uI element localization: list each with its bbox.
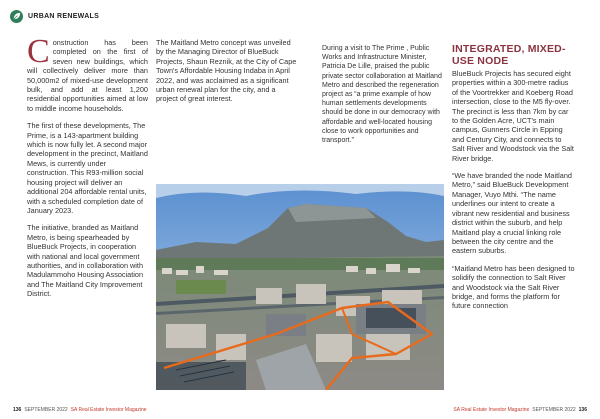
- paragraph: The initiative, branded as Maitland Metro, is being spearheaded by BlueBuck Projects, in cooperation with national and local government authorities, and in collaboration with Madulammoho Housing Association and The Maitland City Improvement District.: [27, 223, 144, 299]
- paragraph: The first of these developments, The Prime, is a 143-apartment building which is now fully let. A second major development in the precinct, Maitland Mews, is currently under construction. This R93-million social housing project will deliver an additional 204 affordable rental units, with a scheduled completion date of January 2023.: [27, 121, 148, 215]
- footer-left: [10, 405, 150, 415]
- issue-date: SEPTEMBER 2022: [532, 407, 576, 413]
- page-number: 136: [13, 407, 22, 413]
- magazine-name: SA Real Estate Investor Magazine: [70, 407, 147, 413]
- column-3: [322, 44, 442, 153]
- quote-paragraph: During a visit to The Prime , Public Works and Infrastructure Minister, Patricia De Lille, praised the public private sector collaboration at Maitland Metro and described the regeneration project as “a prime example of how human settlements developments should be done in our democracy with affordable and well-located housing close to work opportunities and transport.”: [322, 45, 442, 145]
- issue-date: SEPTEMBER 2022: [24, 407, 68, 413]
- section-header: [10, 8, 99, 24]
- footer-right: [450, 405, 590, 415]
- paragraph: “Maitland Metro has been designed to solidify the connection to Salt River and Woodstock via the Salt River bridge, and forms the platform for future connection: [452, 263, 575, 311]
- intro-paragraph: [27, 33, 148, 113]
- magazine-name: SA Real Estate Investor Magazine: [453, 407, 530, 413]
- column-4: [452, 44, 575, 319]
- intro-text: onstruction has been completed on the first of seven new buildings, which will collectively deliver more than 50,000m2 of mixed-use development bulk, and add at least 1,200 residential opportunities aimed at low to middle income households.: [27, 38, 148, 113]
- aerial-photo: [156, 184, 444, 390]
- paragraph: BlueBuck Projects has secured eight properties within a 300-metre radius of the Voortrekker and Koeberg Road intersection, close to the M5 fly-over. The precinct is less than 7km by car to the Golden Acre, UCT's main campus, Gunners Circle in Epping and Century City, and connects to Salt River and Woodstock via the Salt River bridge.: [452, 69, 574, 163]
- page-number: 136: [578, 407, 587, 413]
- leaf-icon: [10, 10, 23, 23]
- section-title: URBAN RENEWALS: [28, 12, 100, 20]
- column-1: [27, 33, 148, 307]
- subheading: INTEGRATED, MIXED-USE NODE: [452, 43, 566, 67]
- paragraph: The Maitland Metro concept was unveiled by the Managing Director of BlueBuck Projects, Shaun Reznik, at the City of Cape Town's Affordable Housing Indaba in April 2022, and was acclaimed as a significant urban renewal plan for the city, and a project of great interest.: [156, 38, 297, 104]
- paragraph: “We have branded the node Maitland Metro,” said BlueBuck Development Manager, Vuyo Mthi. “The name underlines our intent to create a vibrant new residential and business district within the suburb, and help Maitland play a crucial linking role between the city centre and the eastern suburbs.: [452, 171, 572, 256]
- drop-cap: C: [27, 33, 50, 70]
- column-2: [156, 38, 299, 112]
